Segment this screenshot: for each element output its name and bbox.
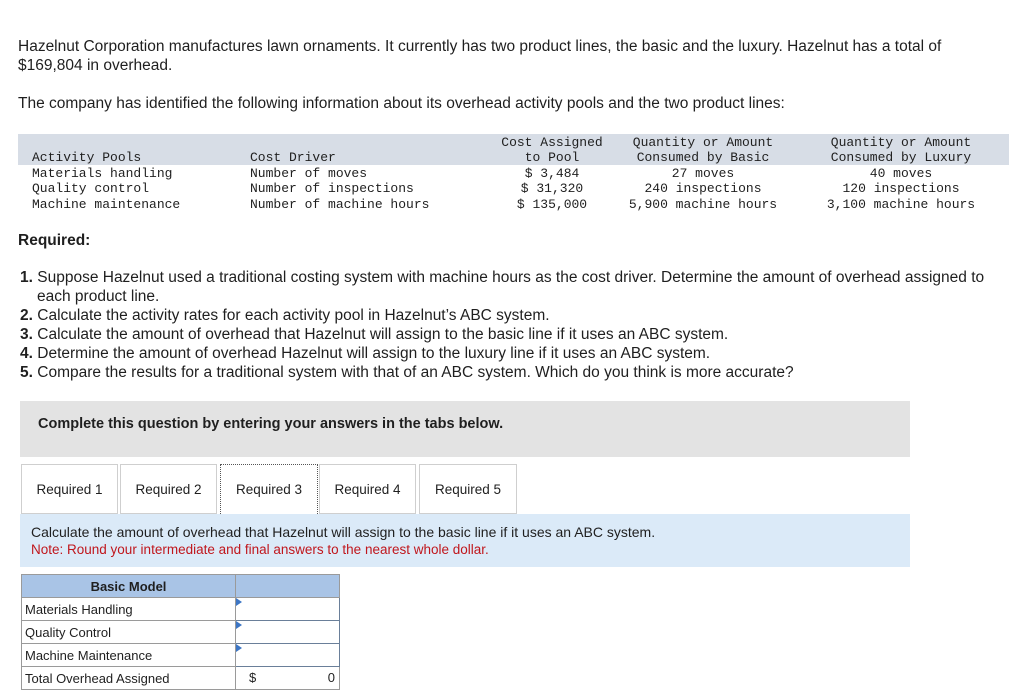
row-label-total-overhead: Total Overhead Assigned — [22, 667, 236, 690]
activity-pools-table — [18, 134, 1009, 214]
header-basic-line1: Quantity or Amount — [632, 135, 774, 150]
rounding-note: Note: Round your intermediate and final answers to the nearest whole dollar. — [31, 542, 489, 557]
row3-cost: $ 135,000 — [516, 197, 588, 212]
materials-handling-input[interactable] — [236, 598, 340, 621]
tab-required-3[interactable]: Required 3 — [220, 464, 318, 516]
required-item-2: 2. Calculate the activity rates for each activity pool in Hazelnut’s ABC system. — [20, 307, 550, 324]
tab-required-5[interactable]: Required 5 — [419, 464, 517, 514]
required-item-5: 5. Compare the results for a traditional system with that of an ABC system. Which do you think is more accurate? — [20, 364, 794, 381]
required-item-4: 4. Determine the amount of overhead Hazelnut will assign to the luxury line if it uses an ABC system. — [20, 345, 711, 362]
required-item-1: 1. Suppose Hazelnut used a traditional costing system with machine hours as the cost driver. Determine the amount of overhead assigned to each product line. — [20, 269, 985, 305]
basic-model-table — [21, 574, 340, 690]
row-label-quality-control: Quality Control — [22, 621, 236, 644]
row3-luxury: 3,100 machine hours — [826, 197, 976, 212]
required-list — [18, 268, 1008, 382]
header-luxury-line2: Consumed by Luxury — [830, 150, 972, 165]
tab-required-2[interactable]: Required 2 — [120, 464, 217, 514]
instructions-text: Complete this question by entering your answers in the tabs below. — [38, 416, 504, 432]
row3-pool: Machine maintenance — [32, 197, 181, 212]
header-cost-line1: Cost Assigned — [501, 135, 603, 150]
header-cost-driver: Cost Driver — [250, 150, 336, 165]
header-blank-cell — [236, 575, 340, 598]
row3-basic: 5,900 machine hours — [628, 197, 778, 212]
row-label-materials-handling: Materials Handling — [22, 598, 236, 621]
row-label-machine-maintenance: Machine Maintenance — [22, 644, 236, 667]
row2-luxury: 120 inspections — [842, 181, 960, 196]
total-overhead-value: 0 — [327, 670, 335, 685]
header-activity-pools: Activity Pools — [32, 150, 142, 165]
question-panel — [20, 514, 910, 567]
header-luxury-line1: Quantity or Amount — [830, 135, 972, 150]
row2-basic: 240 inspections — [644, 181, 762, 196]
row2-cost: $ 31,320 — [520, 181, 584, 196]
intro-paragraph-1: Hazelnut Corporation manufactures lawn ornaments. It currently has two product lines, the basic and the luxury. Hazelnut has a total of $169,804 in overhead. — [18, 38, 942, 74]
row1-driver: Number of moves — [250, 166, 368, 181]
tab-required-1[interactable]: Required 1 — [21, 464, 118, 514]
required-item-3: 3. Calculate the amount of overhead that Hazelnut will assign to the basic line if it uses an ABC system. — [20, 326, 729, 343]
question-text: Calculate the amount of overhead that Hazelnut will assign to the basic line if it uses an ABC system. — [31, 524, 656, 540]
machine-maintenance-input[interactable] — [236, 644, 340, 667]
quality-control-input[interactable] — [236, 621, 340, 644]
header-basic-line2: Consumed by Basic — [636, 150, 770, 165]
row1-basic: 27 moves — [671, 166, 735, 181]
basic-model-header: Basic Model — [22, 575, 236, 598]
required-heading: Required: — [18, 232, 91, 249]
row2-pool: Quality control — [32, 181, 150, 196]
row1-cost: $ 3,484 — [524, 166, 580, 181]
total-overhead-value-cell — [236, 667, 340, 690]
header-cost-line2: to Pool — [524, 150, 580, 165]
instructions-banner — [20, 401, 910, 457]
total-currency-symbol: $ — [249, 670, 257, 685]
row2-driver: Number of inspections — [250, 181, 414, 196]
intro-paragraph-2: The company has identified the following information about its overhead activity pools and the two product lines: — [18, 95, 785, 112]
row1-pool: Materials handling — [32, 166, 173, 181]
tab-required-4[interactable]: Required 4 — [319, 464, 416, 514]
row3-driver: Number of machine hours — [250, 197, 430, 212]
row1-luxury: 40 moves — [869, 166, 933, 181]
